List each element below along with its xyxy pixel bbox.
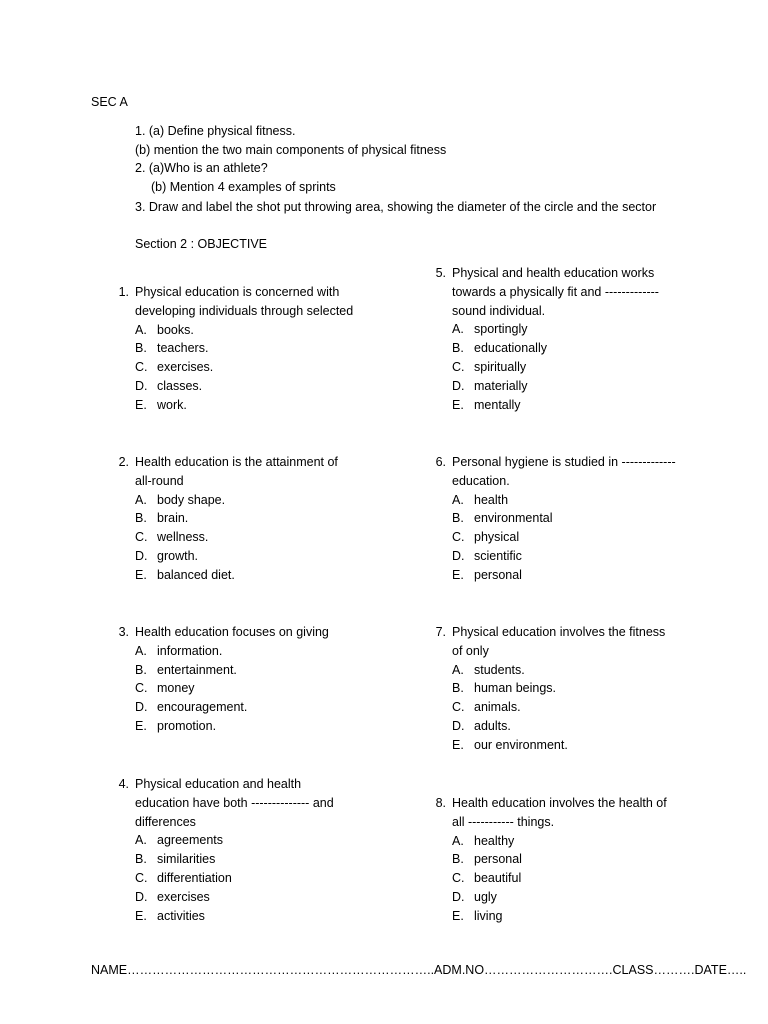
option-letter: E. — [135, 397, 147, 412]
answer-option — [113, 339, 373, 358]
option-letter: C. — [452, 359, 465, 374]
section-a-line-5: 3. Draw and label the shot put throwing area, showing the diameter of the circle and the sector — [135, 200, 657, 214]
option-text: books. — [157, 322, 194, 337]
question-7 — [430, 623, 690, 755]
option-text: growth. — [157, 548, 198, 563]
option-letter: C. — [452, 530, 465, 545]
answer-option — [113, 566, 373, 585]
option-text: body shape. — [157, 492, 226, 507]
option-letter: A. — [452, 662, 464, 677]
option-letter: E. — [452, 908, 464, 923]
section-a-line-1: 1. (a) Define physical fitness. — [135, 124, 296, 138]
option-text: materially — [474, 378, 528, 393]
option-text: agreements — [157, 833, 224, 848]
question-text: of only — [452, 643, 489, 658]
answer-option — [430, 661, 690, 680]
answer-option — [113, 377, 373, 396]
question-text: sound individual. — [452, 303, 546, 318]
question-text: towards a physically fit and ------------- — [452, 284, 659, 299]
section-a-line-2: (b) mention the two main components of physical fitness — [135, 143, 447, 157]
answer-option — [113, 528, 373, 547]
option-letter: C. — [135, 530, 148, 545]
option-letter: C. — [452, 700, 465, 715]
section-a-title: SEC A — [91, 95, 128, 109]
option-text: our environment. — [474, 737, 568, 752]
option-text: encouragement. — [157, 700, 248, 715]
option-text: living — [474, 908, 503, 923]
answer-option — [113, 831, 373, 850]
option-text: physical — [474, 530, 520, 545]
option-letter: E. — [452, 567, 464, 582]
option-letter: B. — [452, 341, 464, 356]
option-text: brain. — [157, 511, 189, 526]
section-2-title: Section 2 : OBJECTIVE — [135, 237, 267, 251]
question-text: education have both -------------- and — [135, 795, 334, 810]
question-number: 1. — [118, 285, 129, 299]
option-text: teachers. — [157, 341, 209, 356]
option-letter: C. — [135, 681, 148, 696]
answer-option — [113, 717, 373, 736]
option-text: personal — [474, 852, 522, 867]
option-text: money — [157, 681, 195, 696]
option-letter: E. — [135, 567, 147, 582]
question-text: Health education is the attainment of — [135, 455, 338, 469]
option-letter: A. — [452, 833, 464, 848]
question-stem — [113, 453, 373, 491]
question-text: Health education involves the health of — [452, 796, 667, 810]
option-text: mentally — [474, 397, 521, 412]
option-letter: A. — [135, 833, 147, 848]
option-letter: D. — [135, 700, 148, 715]
answer-option — [113, 491, 373, 510]
answer-option — [430, 698, 690, 717]
option-letter: B. — [452, 852, 464, 867]
question-number: 4. — [118, 777, 129, 791]
question-text: developing individuals through selected — [135, 303, 354, 318]
option-letter: A. — [452, 322, 464, 337]
section-a-line-4: (b) Mention 4 examples of sprints — [151, 180, 336, 194]
option-text: differentiation — [157, 870, 232, 885]
question-text: all-round — [135, 473, 184, 488]
question-2 — [113, 453, 373, 585]
question-stem — [113, 775, 373, 831]
answer-option — [430, 358, 690, 377]
question-number: 8. — [435, 796, 446, 810]
answer-option — [430, 717, 690, 736]
question-6 — [430, 453, 690, 585]
option-letter: B. — [452, 681, 464, 696]
answer-option — [430, 832, 690, 851]
option-text: healthy — [474, 833, 515, 848]
option-text: wellness. — [157, 530, 209, 545]
question-text: Physical education is concerned with — [135, 285, 340, 299]
option-letter: E. — [135, 908, 147, 923]
question-1 — [113, 283, 373, 415]
option-letter: D. — [135, 378, 148, 393]
answer-option — [430, 907, 690, 926]
option-text: students. — [474, 662, 525, 677]
option-text: environmental — [474, 511, 553, 526]
answer-option — [430, 679, 690, 698]
option-text: adults. — [474, 718, 511, 733]
answer-option — [430, 566, 690, 585]
answer-option — [113, 698, 373, 717]
option-letter: E. — [452, 737, 464, 752]
option-letter: A. — [452, 492, 464, 507]
question-8 — [430, 794, 690, 926]
question-text: Personal hygiene is studied in ------------- — [452, 455, 676, 469]
option-letter: D. — [452, 378, 465, 393]
option-letter: D. — [135, 889, 148, 904]
option-text: personal — [474, 567, 522, 582]
question-number: 6. — [435, 455, 446, 469]
option-letter: A. — [135, 492, 147, 507]
answer-option — [430, 491, 690, 510]
section-a-line-3: 2. (a)Who is an athlete? — [135, 161, 268, 175]
option-text: health — [474, 492, 509, 507]
question-stem — [430, 453, 690, 491]
answer-option — [113, 850, 373, 869]
question-text: differences — [135, 814, 196, 829]
answer-option — [113, 642, 373, 661]
question-number: 7. — [435, 625, 446, 639]
option-letter: B. — [135, 662, 147, 677]
answer-option — [430, 396, 690, 415]
option-letter: D. — [452, 548, 465, 563]
option-text: human beings. — [474, 681, 557, 696]
option-text: promotion. — [157, 718, 217, 733]
question-stem — [113, 623, 373, 642]
option-text: educationally — [474, 341, 547, 356]
option-text: scientific — [474, 548, 522, 563]
question-4 — [113, 775, 373, 925]
option-letter: E. — [452, 397, 464, 412]
answer-option — [430, 869, 690, 888]
answer-option — [113, 907, 373, 926]
answer-option — [113, 509, 373, 528]
option-letter: C. — [135, 870, 148, 885]
option-letter: D. — [135, 548, 148, 563]
option-letter: B. — [135, 852, 147, 867]
question-number: 2. — [118, 455, 129, 469]
option-letter: C. — [452, 871, 465, 886]
option-text: entertainment. — [157, 662, 237, 677]
answer-option — [430, 528, 690, 547]
question-number: 5. — [435, 266, 446, 280]
answer-option — [113, 358, 373, 377]
option-text: exercises — [157, 889, 210, 904]
answer-option — [113, 661, 373, 680]
option-text: spiritually — [474, 359, 527, 374]
answer-option — [113, 888, 373, 907]
answer-option — [113, 869, 373, 888]
question-text: Health education focuses on giving — [135, 625, 329, 639]
answer-option — [113, 547, 373, 566]
option-letter: E. — [135, 718, 147, 733]
question-text: all ----------- things. — [452, 814, 555, 829]
question-text: Physical education and health — [135, 777, 302, 791]
option-text: activities — [157, 908, 205, 923]
question-3 — [113, 623, 373, 736]
option-text: similarities — [157, 852, 216, 867]
option-text: sportingly — [474, 322, 528, 337]
question-stem — [430, 623, 690, 661]
option-letter: A. — [135, 322, 147, 337]
answer-option — [430, 320, 690, 339]
option-text: ugly — [474, 889, 497, 904]
student-details-line: NAME………………………………………………………………..ADM.NO………………………….CLASS……….DATE….. — [91, 963, 747, 977]
option-text: exercises. — [157, 360, 214, 375]
question-text: education. — [452, 473, 510, 488]
answer-option — [113, 679, 373, 698]
option-text: work. — [157, 397, 187, 412]
answer-option — [430, 888, 690, 907]
question-5 — [430, 264, 690, 414]
question-text: Physical and health education works — [452, 266, 655, 280]
answer-option — [430, 736, 690, 755]
question-number: 3. — [118, 625, 129, 639]
question-stem — [430, 794, 690, 832]
option-letter: B. — [135, 511, 147, 526]
option-text: information. — [157, 643, 223, 658]
answer-option — [430, 547, 690, 566]
answer-option — [430, 850, 690, 869]
option-letter: D. — [452, 889, 465, 904]
option-letter: A. — [135, 643, 147, 658]
option-text: classes. — [157, 378, 203, 393]
option-text: balanced diet. — [157, 567, 235, 582]
option-text: beautiful — [474, 871, 522, 886]
answer-option — [430, 377, 690, 396]
answer-option — [113, 321, 373, 340]
question-text: Physical education involves the fitness — [452, 625, 666, 639]
answer-option — [430, 339, 690, 358]
option-letter: D. — [452, 718, 465, 733]
answer-option — [113, 396, 373, 415]
answer-option — [430, 509, 690, 528]
option-letter: B. — [452, 511, 464, 526]
option-letter: B. — [135, 341, 147, 356]
option-letter: C. — [135, 360, 148, 375]
question-stem — [430, 264, 690, 320]
question-stem — [113, 283, 373, 321]
option-text: animals. — [474, 700, 521, 715]
